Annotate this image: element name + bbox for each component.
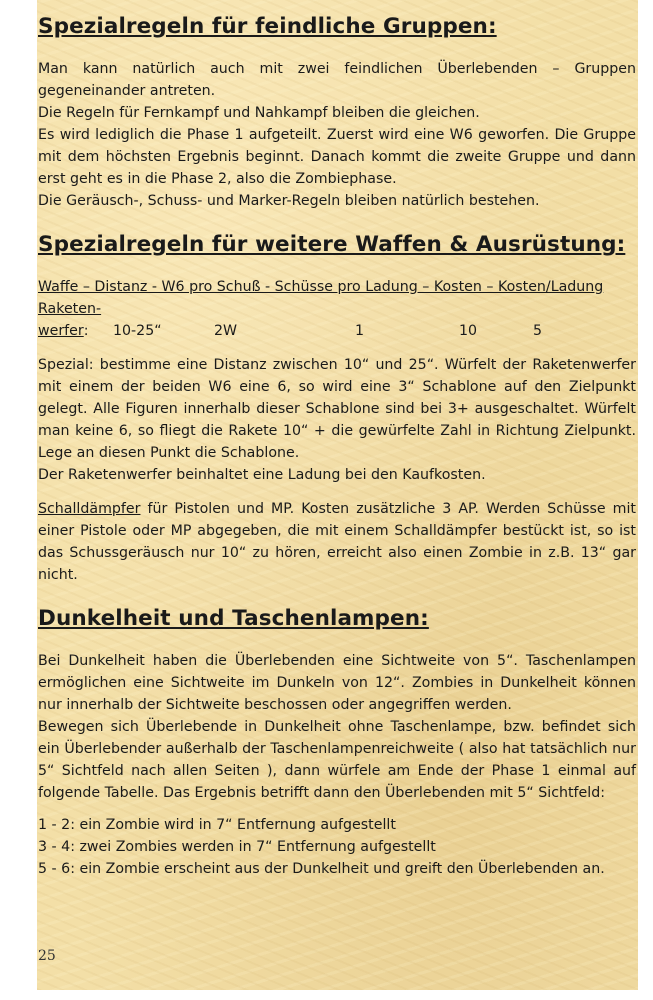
page-number: 25 (38, 948, 56, 964)
list-item: 1 - 2: ein Zombie wird in 7“ Entfernung aufgestellt (38, 817, 396, 833)
weapon-name-line1: Raketen- (38, 301, 102, 317)
silencer-term: Schalldämpfer (38, 501, 141, 517)
section-hostile-groups (38, 10, 636, 212)
weapon-dice: 2W (214, 323, 238, 339)
silencer-text: für Pistolen und MP. Kosten zusätzliche 3 AP. Werden Schüsse mit einer Pistole oder MP abgegeben, die mit einem Schalldämpfer bestückt ist, so ist das Schussgeräusch nur 10“ zu hören, erreicht also einen Zombie in z.B. 13“ gar nicht. (38, 501, 636, 583)
weapon-table-header: Waffe – Distanz - W6 pro Schuß - Schüsse pro Ladung – Kosten – Kosten/Ladung (38, 279, 604, 295)
paragraph: Man kann natürlich auch mit zwei feindlichen Überlebenden – Gruppen gegeneinander antreten. (38, 61, 636, 99)
paragraph: Die Geräusch-, Schuss- und Marker-Regeln bleiben natürlich bestehen. (38, 193, 540, 209)
paragraph: Es wird lediglich die Phase 1 aufgeteilt. Zuerst wird eine W6 geworfen. Die Gruppe mit dem höchsten Ergebnis beginnt. Danach kommt die zweite Gruppe und dann erst geht es in die Phase 2, also die Zombiephase. (38, 127, 636, 187)
parchment-page (37, 0, 638, 990)
special-rule-last: Der Raketenwerfer beinhaltet eine Ladung bei den Kaufkosten. (38, 467, 486, 483)
weapon-shots: 1 (355, 323, 365, 339)
section-darkness (38, 602, 636, 880)
weapon-colon: : (83, 323, 89, 339)
heading-weapons-equipment: Spezialregeln für weitere Waffen & Ausrüstung: (38, 232, 626, 257)
heading-hostile-groups: Spezialregeln für feindliche Gruppen: (38, 14, 497, 39)
weapon-row (38, 320, 636, 342)
paragraph: Die Regeln für Fernkampf und Nahkampf bleiben die gleichen. (38, 105, 480, 121)
weapon-distance: 10-25“ (113, 323, 162, 339)
special-rule: Spezial: bestimme eine Distanz zwischen 10“ und 25“. Würfelt der Raketenwerfer mit einem der beiden W6 eine 6, so wird eine 3“ Schablone auf den Zielpunkt gelegt. Alle Figuren innerhalb dieser Schablone sind bei 3+ ausgeschaltet. Würfelt man keine 6, so fliegt die Rakete 10“ + die gewürfelte Zahl in Richtung Zielpunkt. Lege an diesen Punkt die Schablone. (38, 357, 636, 461)
weapon-cost-per-load: 5 (533, 323, 543, 339)
weapon-table (38, 276, 636, 342)
paragraph: Bewegen sich Überlebende in Dunkelheit ohne Taschenlampe, bzw. befindet sich ein Überlebender außerhalb der Taschenlampenreichweite ( also hat tatsächlich nur 5“ Sichtfeld nach allen Seiten ), dann würfele am Ende der Phase 1 einmal auf folgende Tabelle. Das Ergebnis betrifft dann den Überlebenden mit 5“ Sichtfeld: (38, 719, 636, 801)
list-item: 5 - 6: ein Zombie erscheint aus der Dunkelheit und greift den Überlebenden an. (38, 861, 605, 877)
weapon-cost: 10 (459, 323, 478, 339)
section-weapons-equipment (38, 228, 636, 586)
weapon-name-line2: werfer (38, 323, 84, 339)
silencer-paragraph (38, 498, 636, 586)
page-content (38, 10, 636, 896)
list-item: 3 - 4: zwei Zombies werden in 7“ Entfernung aufgestellt (38, 839, 436, 855)
paragraph: Bei Dunkelheit haben die Überlebenden eine Sichtweite von 5“. Taschenlampen ermöglichen eine Sichtweite im Dunkeln von 12“. Zombies in Dunkelheit können nur innerhalb der Sichtweite beschossen oder angegriffen werden. (38, 653, 636, 713)
heading-darkness: Dunkelheit und Taschenlampen: (38, 606, 429, 631)
result-list (38, 814, 636, 880)
